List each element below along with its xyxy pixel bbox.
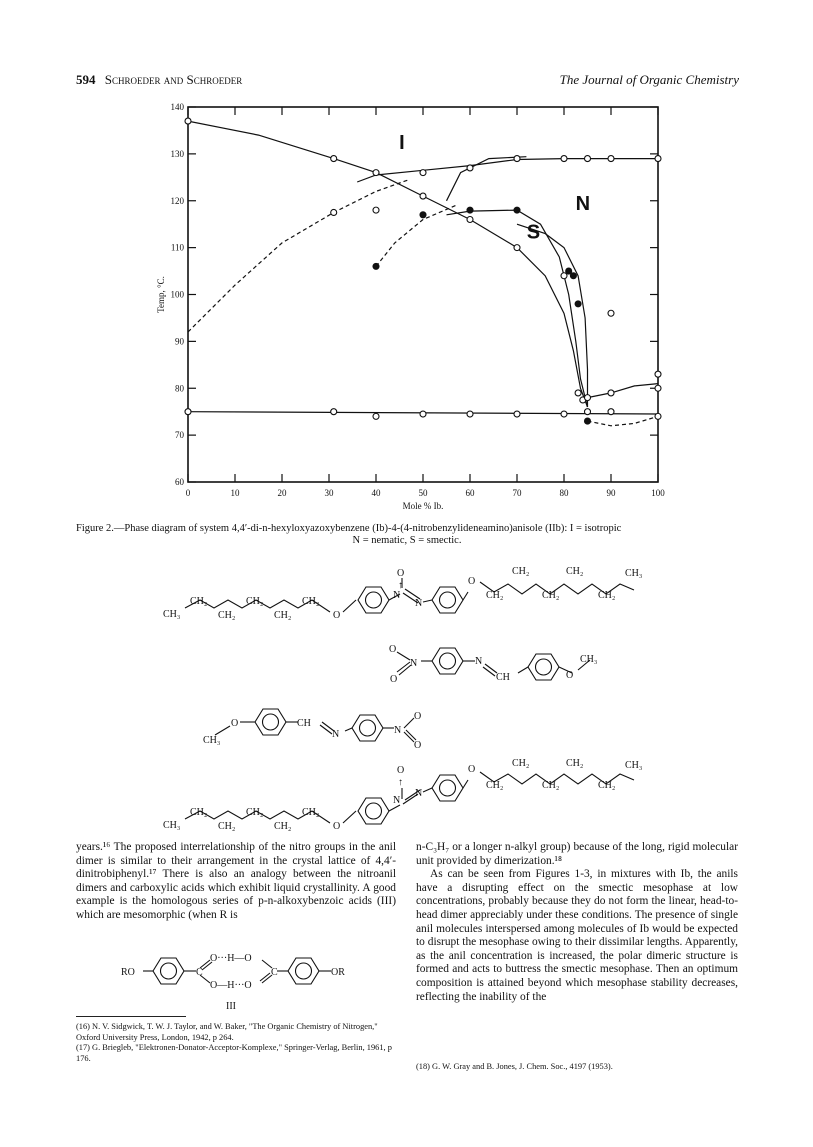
ch2-label: CH₂ [302, 596, 320, 607]
filled-data-point [575, 301, 581, 307]
body-paragraph: years.¹⁶ The proposed interrelationship of the nitro groups in the anil dimer is similar to their arrangement in the crystal lattice of 4,4′-dinitrobiphenyl.¹⁷ There is also an analogy between the nitroanil dimers and carboxylic acids which exhibit liquid crystallinity. A good example is the homologous series of p-n-alkoxybenzoic acids (III) which are mesomorphic (when R is [76, 841, 396, 921]
open-data-point [514, 411, 520, 417]
footnote-17: (17) G. Briegleb, "Elektronen-Donator-Acceptor-Komplexe," Springer-Verlag, Berlin, 1961, p 176. [76, 1043, 392, 1063]
hbond-bottom: O—H···O [210, 980, 252, 991]
open-data-point [608, 310, 614, 316]
phase-boundary [447, 210, 588, 407]
y-tick-label: 130 [170, 148, 184, 159]
caption-line-2: N = nematic, S = smectic. [352, 535, 462, 546]
open-data-point [575, 390, 581, 396]
arrow-label: ↑ [398, 580, 403, 591]
oxygen-label: O [390, 674, 398, 685]
ch2-label: CH₂ [218, 610, 236, 621]
oxygen-label: O [389, 644, 397, 655]
open-data-point [608, 390, 614, 396]
ch-label: CH [496, 672, 510, 683]
plot-border [188, 107, 658, 482]
body-paragraph: n-C₃H₇ or a longer n-alkyl group) because of the long, rigid molecular unit provided by dimerization.¹⁸ [416, 841, 738, 867]
open-data-point [467, 411, 473, 417]
x-tick-label: 70 [512, 488, 522, 498]
open-data-point [331, 409, 337, 415]
filled-data-point [585, 418, 591, 424]
axis-labels [156, 132, 590, 511]
x-tick-label: 90 [606, 488, 616, 498]
open-data-point [420, 411, 426, 417]
running-journal: The Journal of Organic Chemistry [559, 72, 739, 87]
ch2-label: CH₂ [302, 807, 320, 818]
ch3-label: CH₃ [163, 609, 181, 620]
oxygen-label: O [397, 568, 405, 579]
x-tick-label: 80 [559, 488, 569, 498]
phase-diagram [0, 0, 813, 520]
region-label-nematic: N [575, 193, 591, 216]
y-tick-label: 70 [175, 430, 184, 441]
open-data-point [655, 413, 661, 419]
oxygen-label: O [468, 764, 476, 775]
open-data-point [331, 156, 337, 162]
x-tick-label: 30 [324, 488, 334, 498]
ch2-label: CH₂ [486, 780, 504, 791]
ch2-label: CH₂ [598, 780, 616, 791]
footnote-divider [76, 1016, 186, 1017]
ch2-label: CH₂ [218, 821, 236, 832]
open-data-point [561, 273, 567, 279]
nitrogen-label: N [415, 788, 423, 799]
x-axis-label: Mole % Ib. [402, 501, 444, 511]
ch2-label: CH₂ [274, 610, 292, 621]
phase-boundary [517, 224, 588, 407]
ch2-label: CH₂ [190, 596, 208, 607]
open-data-point [655, 385, 661, 391]
open-data-point [655, 371, 661, 377]
nitrogen-label: N [410, 658, 418, 669]
phase-boundary [188, 121, 591, 407]
phase-boundary [357, 159, 658, 182]
carbon-label: C [271, 967, 278, 978]
ch2-label: CH₂ [274, 821, 292, 832]
ch2-label: CH₂ [246, 807, 264, 818]
filled-data-point [570, 273, 576, 279]
open-data-point [608, 156, 614, 162]
carbon-label: C [196, 967, 203, 978]
oxygen-label: O [333, 821, 341, 832]
ch3-label: CH₃ [203, 735, 221, 746]
x-tick-label: 100 [651, 488, 665, 498]
ro-label: RO [121, 967, 135, 978]
open-data-point [373, 413, 379, 419]
x-tick-label: 10 [230, 488, 240, 498]
body-column-right [416, 841, 738, 1004]
ch3-label: CH₃ [625, 760, 643, 771]
open-data-point [585, 395, 591, 401]
open-data-point [655, 156, 661, 162]
y-tick-label: 120 [170, 195, 184, 206]
region-label-smectic: S [526, 221, 541, 244]
page-number: 594 [76, 72, 96, 87]
filled-data-point [566, 268, 572, 274]
open-data-point [185, 409, 191, 415]
open-data-point [420, 170, 426, 176]
or-label: OR [331, 967, 345, 978]
nitrogen-label: N [332, 729, 340, 740]
hbond-top: O···H—O [210, 953, 252, 964]
oxygen-label: O [468, 576, 476, 587]
azoxy-structure-top [185, 578, 634, 613]
nitrogen-label: N [394, 725, 402, 736]
oxygen-label: O [414, 740, 422, 751]
filled-data-point [420, 212, 426, 218]
ch2-label: CH₂ [542, 780, 560, 791]
oxygen-label: O [333, 610, 341, 621]
filled-data-point [467, 207, 473, 213]
x-tick-label: 60 [465, 488, 475, 498]
oxygen-label: O [566, 670, 574, 681]
oxygen-label: O [414, 711, 422, 722]
open-data-point [373, 207, 379, 213]
running-authors: Schroeder and Schroeder [104, 72, 243, 87]
y-tick-label: 60 [175, 477, 184, 487]
ch2-label: CH₂ [512, 758, 530, 769]
filled-data-point [514, 207, 520, 213]
metastable-boundary [376, 205, 456, 266]
open-data-point [185, 118, 191, 124]
nitrogen-label: N [393, 590, 401, 601]
open-data-point [561, 156, 567, 162]
ch2-label: CH₂ [598, 590, 616, 601]
x-tick-label: 40 [371, 488, 381, 498]
region-label-isotropic: I [399, 132, 405, 155]
caption-line-1: Figure 2.—Phase diagram of system 4,4′-di-n-hexyloxyazoxybenzene (Ib)-4-(4-nitrobenzylideneamino)anisole (IIb): I = isotropic [76, 523, 622, 534]
ch2-label: CH₂ [190, 807, 208, 818]
x-tick-label: 50 [418, 488, 428, 498]
axis-ticks [171, 102, 666, 498]
structure-iii-label: III [226, 1001, 236, 1012]
open-data-point [467, 165, 473, 171]
body-column-left [76, 841, 396, 923]
oxygen-label: O [231, 718, 239, 729]
footnote-18: (18) G. W. Gray and B. Jones, J. Chem. Soc., 4197 (1953). [416, 1062, 613, 1071]
open-data-point [585, 156, 591, 162]
metastable-boundary [588, 416, 659, 425]
open-data-point [467, 217, 473, 223]
open-data-point [514, 156, 520, 162]
y-tick-label: 100 [170, 289, 184, 300]
nitrogen-label: N [415, 598, 423, 609]
footnote-16: (16) N. V. Sidgwick, T. W. J. Taylor, and W. Baker, "The Organic Chemistry of Nitrogen," Oxford University Press, London, 1942, p 264. [76, 1022, 378, 1042]
oxygen-label: O [397, 765, 405, 776]
x-tick-label: 20 [277, 488, 287, 498]
body-paragraph: As can be seen from Figures 1-3, in mixtures with Ib, the anils have a disrupting effect on the smectic mesophase at low concentrations, probably because they do not form the linear, head-to-head dimer appreciably under these conditions. The presence of single anil molecules interspersed among molecules of Ib would be expected to disrupt the mesophase owing to their dissimilar lengths. Apparently, as the anil concentration is increased, the polar dimeric structure is formed and acts to buttress the smectic mesophase. Then an optimum composition is attained beyond which mesophase stability decreases, reflecting the inability of the [416, 868, 738, 1003]
phase-boundaries [188, 121, 658, 426]
ch2-label: CH₂ [512, 566, 530, 577]
ch3-label: CH₃ [625, 568, 643, 579]
y-tick-label: 90 [175, 336, 184, 347]
azoxy-structure-bottom [185, 772, 634, 824]
open-data-point [331, 209, 337, 215]
open-data-point [608, 409, 614, 415]
metastable-boundary [188, 180, 409, 332]
open-data-point [420, 193, 426, 199]
x-tick-label: 0 [185, 488, 191, 498]
phase-boundary [588, 384, 659, 398]
figure-caption [76, 523, 738, 547]
dimer-structure-iii [143, 958, 331, 984]
ch-label: CH [297, 718, 311, 729]
ch2-label: CH₂ [566, 566, 584, 577]
ch2-label: CH₂ [486, 590, 504, 601]
open-data-point [373, 170, 379, 176]
open-data-point [561, 411, 567, 417]
y-tick-label: 140 [170, 102, 184, 112]
ch2-label: CH₂ [246, 596, 264, 607]
nitroanil-structure-b [215, 709, 416, 742]
open-data-point [514, 245, 520, 251]
open-data-point [585, 409, 591, 415]
arrow-label: ↑ [398, 777, 403, 788]
nitrogen-label: N [393, 795, 401, 806]
filled-data-point [373, 263, 379, 269]
y-axis-label: Temp, °C. [156, 276, 166, 313]
footnotes-left [76, 1022, 398, 1064]
data-points [185, 118, 661, 424]
ch3-label: CH₃ [580, 654, 598, 665]
y-tick-label: 110 [170, 242, 184, 253]
ch3-label: CH₃ [163, 820, 181, 831]
nitroanil-structure-a [397, 648, 590, 680]
y-tick-label: 80 [175, 383, 184, 394]
ch2-label: CH₂ [542, 590, 560, 601]
plot-frame [188, 107, 658, 482]
ch2-label: CH₂ [566, 758, 584, 769]
nitrogen-label: N [475, 656, 483, 667]
